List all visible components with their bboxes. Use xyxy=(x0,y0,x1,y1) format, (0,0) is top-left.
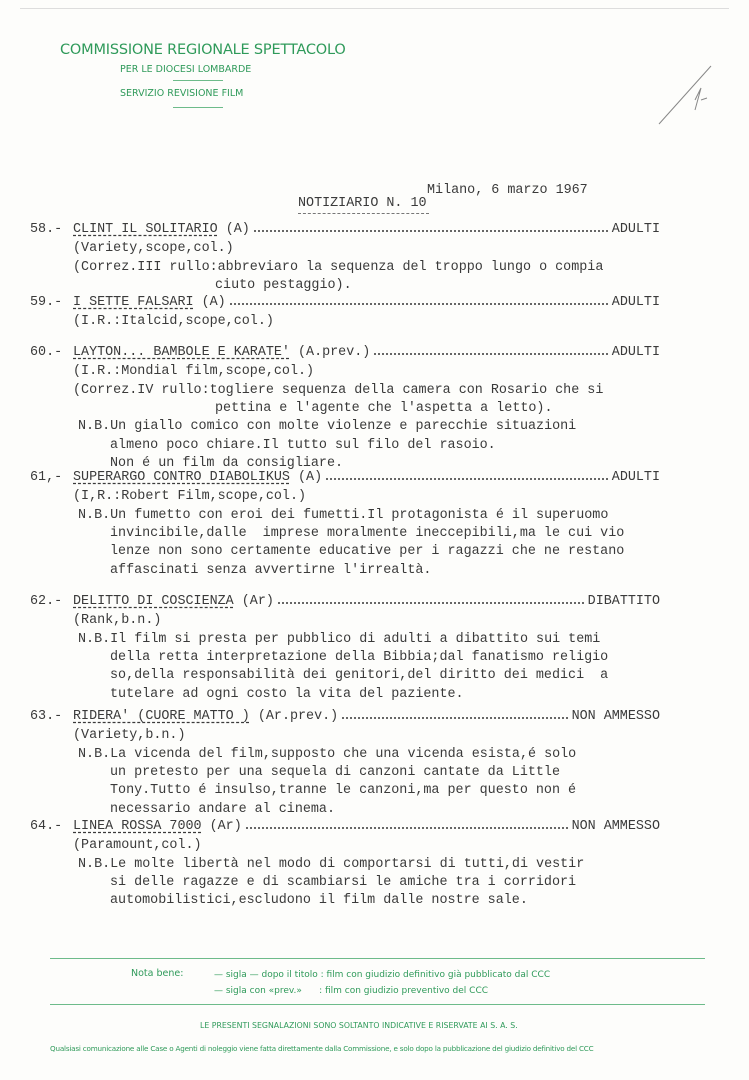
entry-note-cont-line: so,della responsabilità dei genitori,del diritto dei medici a xyxy=(110,668,609,684)
entry-correction-cont-line: ciuto pestaggio). xyxy=(215,277,352,293)
film-rating: ADULTI xyxy=(611,295,660,310)
dot-leader xyxy=(374,353,607,355)
film-rating: NON AMMESSO xyxy=(571,709,660,724)
dot-leader xyxy=(246,827,568,829)
entry-note-cont-line: Non é un film da consigliare. xyxy=(110,455,344,471)
film-classification: (Ar) xyxy=(201,819,242,834)
film-title: SUPERARGO CONTRO DIABOLIKUS xyxy=(73,470,290,485)
film-classification: (A.prev.) xyxy=(289,345,371,360)
entry-distributor-line: (Variety,b.n.) xyxy=(73,728,186,744)
film-rating: DIBATTITO xyxy=(587,594,660,609)
entry-number: 59.- xyxy=(30,295,63,310)
film-rating: ADULTI xyxy=(611,470,660,485)
letterhead-subtitle: PER LE DIOCESI LOMBARDE xyxy=(120,64,252,75)
dot-leader xyxy=(278,602,584,604)
film-title: LAYTON... BAMBOLE E KARATE' xyxy=(73,345,290,360)
entry-note-cont-line: tutelare ad ogni costo la vita del paziente. xyxy=(110,686,464,702)
entry-correction-line: (Correz.IV rullo:togliere sequenza della camera con Rosario che si xyxy=(73,382,604,398)
entry-note-cont-line: un pretesto per una sequela di canzoni cantate da Little xyxy=(110,764,560,780)
dot-leader xyxy=(342,717,567,719)
entry-note-line: N.B.La vicenda del film,supposto che una vicenda esista,é solo xyxy=(78,746,577,762)
nota-bene-line: — sigla con «prev.» : film con giudizio preventivo del CCC xyxy=(214,986,489,996)
entry-note-line: N.B.Un fumetto con eroi dei fumetti.Il protagonista é il superuomo xyxy=(78,507,609,523)
entry-note-cont-line: lenze non sono certamente educative per i ragazzi che ne restano xyxy=(110,544,625,560)
letterhead-org: COMMISSIONE REGIONALE SPETTACOLO xyxy=(60,42,346,58)
film-title: I SETTE FALSARI xyxy=(73,295,194,310)
film-rating: ADULTI xyxy=(611,345,660,360)
footer-divider xyxy=(50,958,705,959)
entry-note-cont-line: Tony.Tutto é insulso,tranne le canzoni,ma per questo non é xyxy=(110,783,577,799)
film-classification: (A) xyxy=(193,295,226,310)
entry-note-line: N.B.Un giallo comico con molte violenze e parecchie situazioni xyxy=(78,419,577,435)
entry-number: 61,- xyxy=(30,470,63,485)
nota-bene-line: — sigla — dopo il titolo : film con giudizio definitivo già pubblicato dal CCC xyxy=(214,970,551,980)
entry-number: 63.- xyxy=(30,709,63,724)
entry-header xyxy=(30,345,660,360)
dot-leader xyxy=(230,303,608,305)
page-edge xyxy=(20,8,729,9)
entry-note-cont-line: affascinati senza avvertirne l'irrealtà. xyxy=(110,562,432,578)
entry-note-cont-line: della retta interpretazione della Bibbia;dal fanatismo religio xyxy=(110,649,609,665)
entry-note-cont-line: invincibile,dalle imprese moralmente ineccepibili,ma le cui vio xyxy=(110,525,625,541)
entry-note-cont-line: si delle ragazze e di scambiarsi le amiche tra i corridori xyxy=(110,874,577,890)
entry-distributor-line: (Rank,b.n.) xyxy=(73,613,162,629)
entry-header xyxy=(30,594,660,609)
film-rating: NON AMMESSO xyxy=(571,819,660,834)
film-title: RIDERA' (CUORE MATTO ) xyxy=(73,709,250,724)
entry-distributor-line: (Paramount,col.) xyxy=(73,838,202,854)
document-date: Milano, 6 marzo 1967 xyxy=(427,183,588,198)
disclaimer: Qualsiasi comunicazione alle Case o Agenti di noleggio viene fatta direttamente dalla Commissione, e solo dopo la pubblicazione del giudizio definitivo del CCC xyxy=(50,1044,594,1053)
film-classification: (A) xyxy=(289,470,323,485)
entry-note-cont-line: necessario andare al cinema. xyxy=(110,801,335,817)
film-rating: ADULTI xyxy=(611,222,660,237)
letterhead-service: SERVIZIO REVISIONE FILM xyxy=(120,88,244,99)
handwritten-mark-icon xyxy=(655,60,715,130)
entry-distributor-line: (I.R.:Mondial film,scope,col.) xyxy=(73,364,315,380)
film-title: DELITTO DI COSCIENZA xyxy=(73,594,234,609)
entry-correction-line: (Correz.III rullo:abbreviaro la sequenza del troppo lungo o compia xyxy=(73,259,604,275)
entry-distributor-line: (I.R.:Italcid,scope,col.) xyxy=(73,314,274,330)
entry-header xyxy=(30,295,660,310)
entry-note-line: N.B.Le molte libertà nel modo di comportarsi di tutti,di vestir xyxy=(78,856,585,872)
nota-bene-label: Nota bene: xyxy=(131,968,184,979)
entry-header xyxy=(30,470,660,485)
footer-divider xyxy=(50,1004,705,1005)
entry-header xyxy=(30,709,660,724)
entry-correction-cont-line: pettina e l'agente che l'aspetta a letto). xyxy=(215,400,553,416)
entry-number: 64.- xyxy=(30,819,63,834)
dot-leader xyxy=(254,230,608,232)
divider xyxy=(173,80,223,81)
document-heading: NOTIZIARIO N. 10 xyxy=(298,196,429,214)
entry-header xyxy=(30,819,660,834)
entry-number: 58.- xyxy=(30,222,63,237)
entry-note-line: N.B.Il film si presta per pubblico di adulti a dibattito sui temi xyxy=(78,631,601,647)
film-classification: (Ar.prev.) xyxy=(249,709,339,724)
film-title: LINEA ROSSA 7000 xyxy=(73,819,202,834)
film-classification: (A) xyxy=(217,222,250,237)
entry-distributor-line: (Variety,scope,col.) xyxy=(73,241,234,257)
entry-number: 62.- xyxy=(30,594,63,609)
entry-header xyxy=(30,222,660,237)
entry-note-cont-line: automobilistici,escludono il film dalle nostre sale. xyxy=(110,893,528,909)
entry-distributor-line: (I,R.:Robert Film,scope,col.) xyxy=(73,489,307,505)
film-title: CLINT IL SOLITARIO xyxy=(73,222,218,237)
entry-number: 60.- xyxy=(30,345,63,360)
dot-leader xyxy=(326,478,608,480)
reserved-notice: LE PRESENTI SEGNALAZIONI SONO SOLTANTO INDICATIVE E RISERVATE AI S. A. S. xyxy=(200,1021,518,1030)
divider xyxy=(173,107,223,108)
entry-note-cont-line: almeno poco chiare.Il tutto sul filo del rasoio. xyxy=(110,437,496,453)
film-classification: (Ar) xyxy=(233,594,274,609)
